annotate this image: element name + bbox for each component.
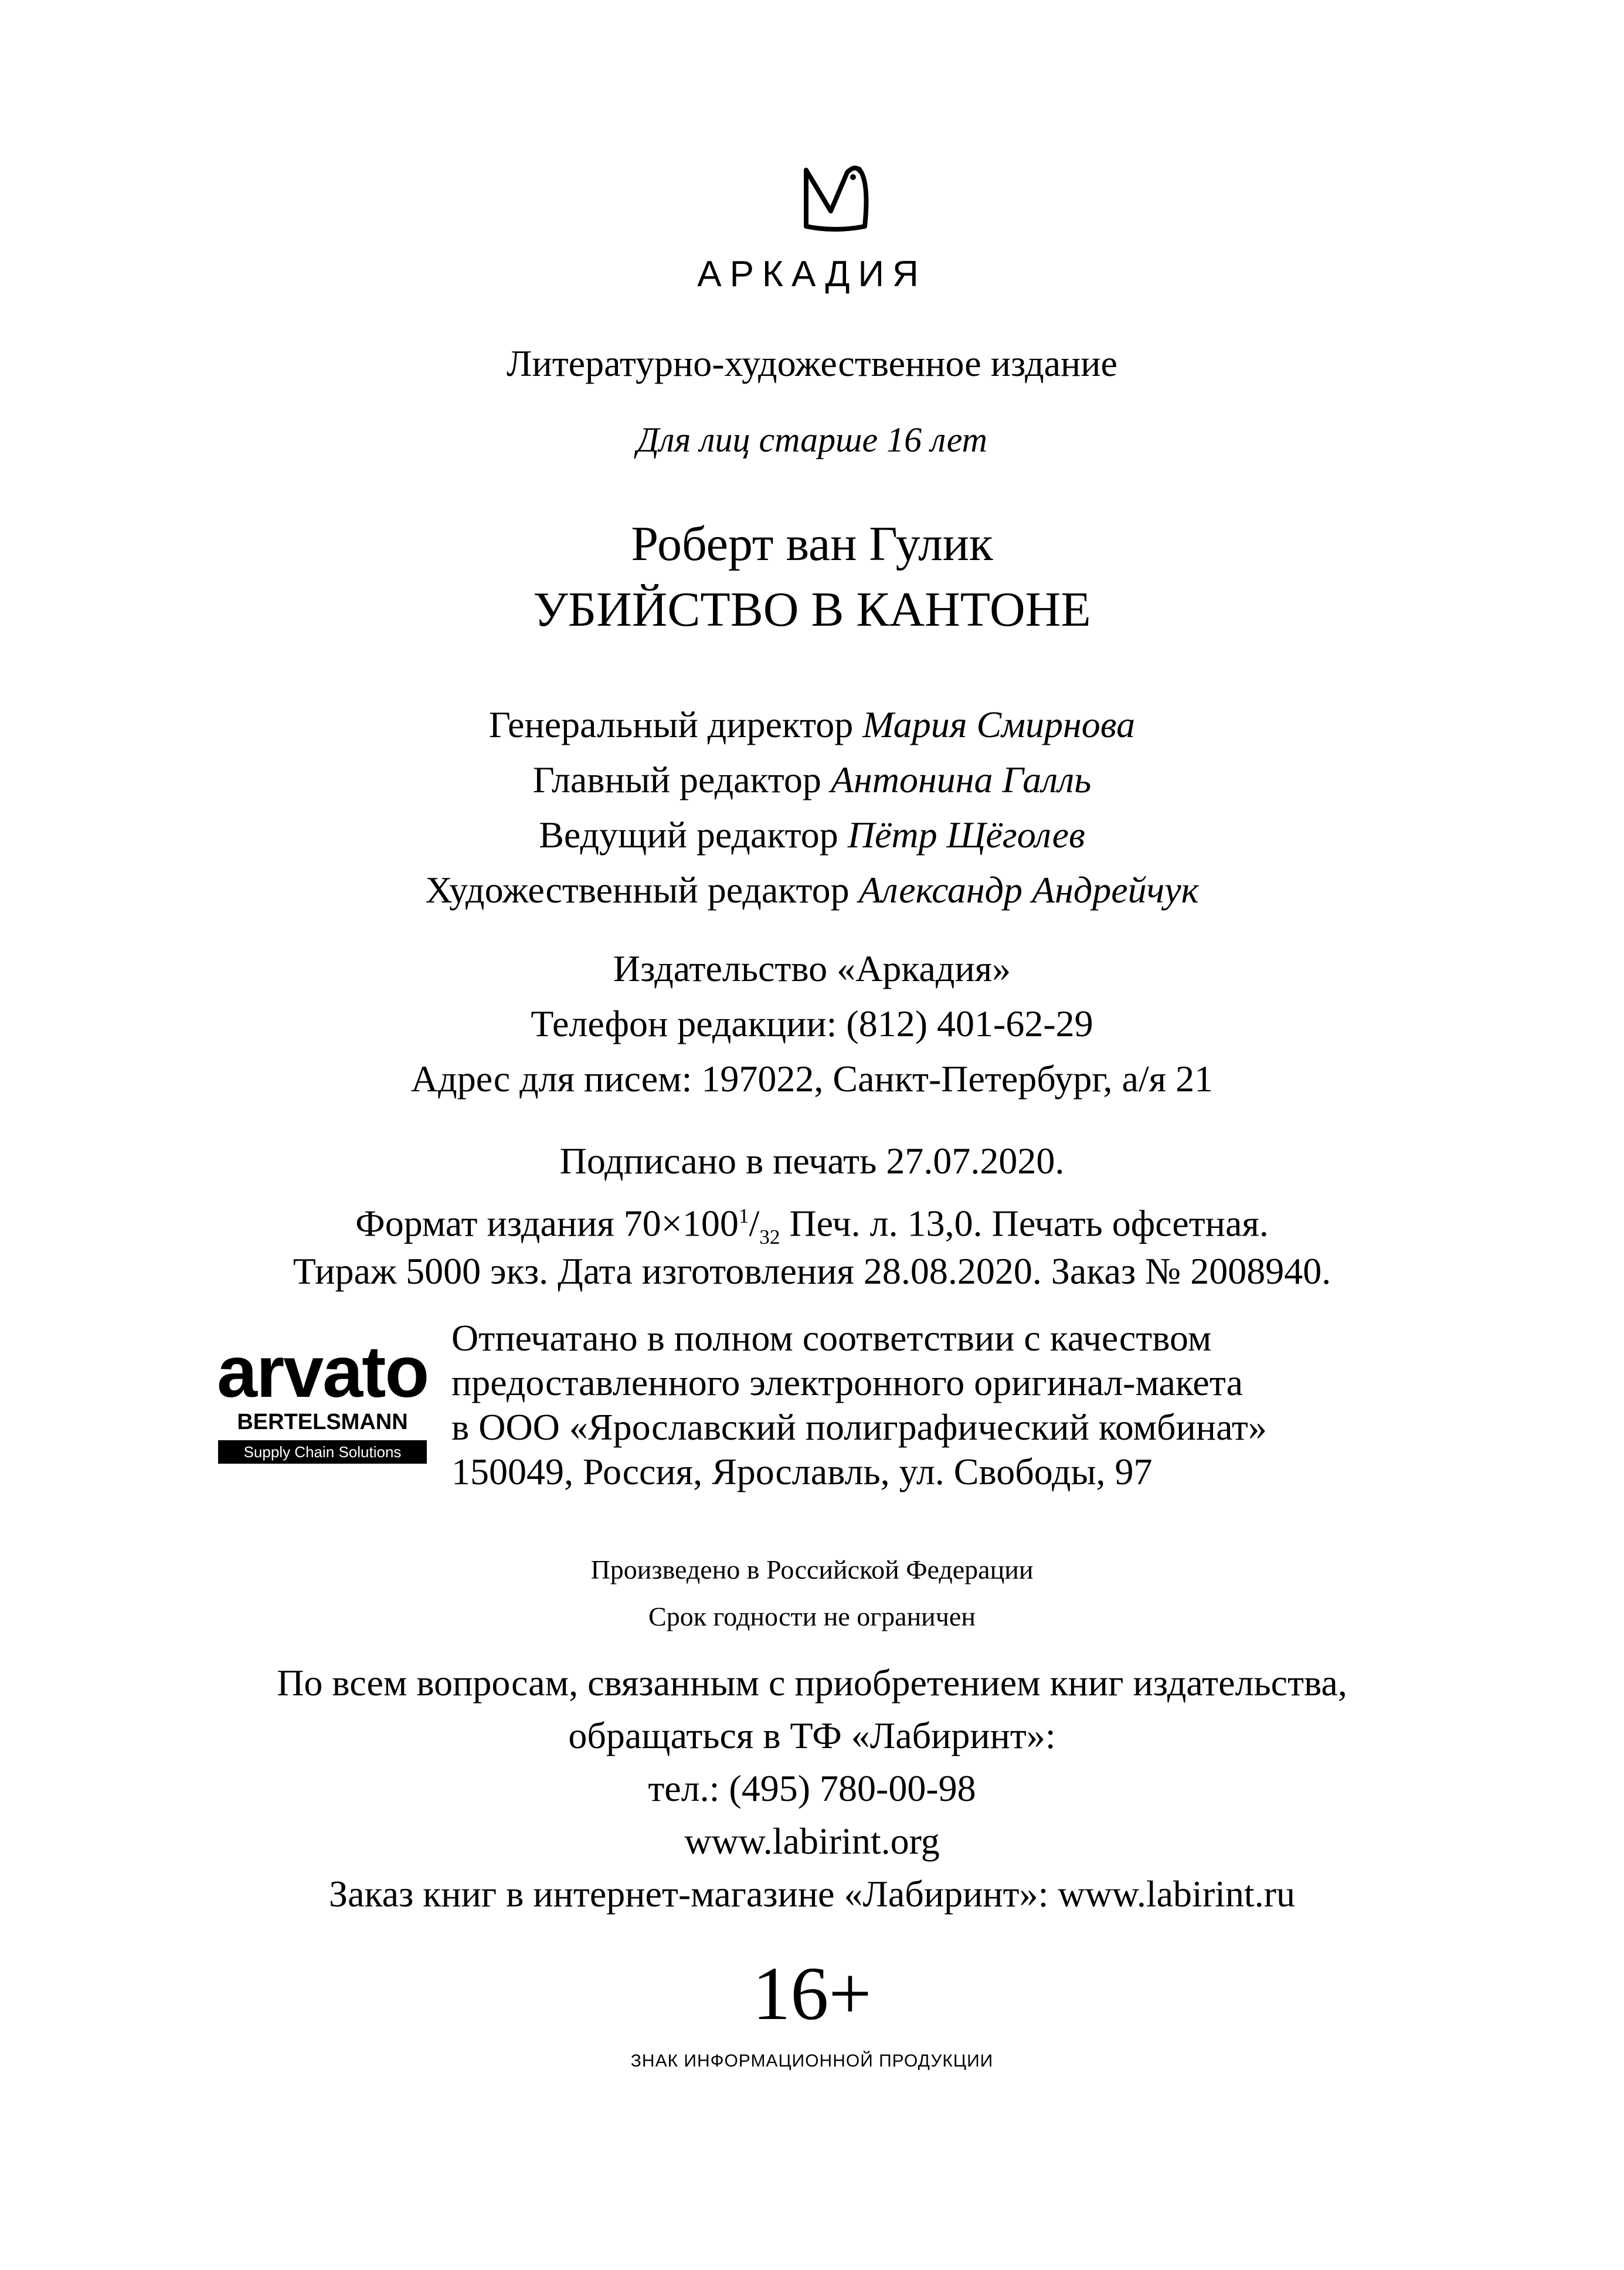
staff-line — [0, 867, 1624, 914]
mail-address: Адрес для писем: 197022, Санкт-Петербург, а/я 21 — [410, 1058, 1214, 1100]
distribution-line: По всем вопросам, связанным с приобретением книг издательства, — [277, 1662, 1347, 1704]
distribution-phone: тел.: (495) 780-00-98 — [648, 1767, 976, 1809]
printer-info — [451, 1316, 1267, 1494]
bertelsmann-text: BERTELSMANN — [237, 1410, 408, 1434]
print-run: Тираж 5000 экз. Дата изготовления 28.08.2020. Заказ № 2008940. — [293, 1250, 1331, 1292]
staff-name: Антонина Галль — [830, 759, 1092, 800]
age-note: Для лиц старше 16 лет — [637, 420, 987, 459]
arvato-word: arvato — [217, 1332, 429, 1413]
printer-line: Отпечатано в полном соответствии с качеством — [451, 1317, 1212, 1359]
book-title: УБИЙСТВО В КАНТОНЕ — [533, 582, 1091, 637]
staff-line — [0, 812, 1624, 859]
arvato-logo — [217, 1331, 428, 1466]
edition-type: Литературно-художественное издание — [507, 342, 1117, 384]
format-line: Формат издания $70\times 100^1/_{32}$ Печ. л. 13,0. Печать офсетная. — [355, 1202, 1269, 1249]
staff-line — [0, 756, 1624, 803]
publisher-brand: АРКАДИЯ — [697, 254, 927, 294]
made-in: Произведено в Российской Федерации — [590, 1555, 1034, 1584]
staff-name: Мария Смирнова — [862, 704, 1136, 745]
staff-role: Генеральный директор — [488, 704, 854, 745]
signed-date: Подписано в печать 27.07.2020. — [559, 1140, 1065, 1182]
arkadia-logo-icon — [794, 157, 876, 239]
printer-line: 150049, Россия, Ярославль, ул. Свободы, 97 — [451, 1451, 1153, 1492]
shelf-life: Срок годности не ограничен — [648, 1601, 976, 1631]
staff-name: Пётр Щёголев — [847, 814, 1085, 856]
distribution-site: www.labirint.org — [684, 1820, 940, 1862]
staff-line — [0, 701, 1624, 748]
age-rating-caption: ЗНАК ИНФОРМАЦИОННОЙ ПРОДУКЦИИ — [630, 2051, 994, 2071]
age-rating: 16+ — [752, 1952, 872, 2036]
publishing-house: Издательство «Аркадия» — [613, 948, 1011, 989]
staff-role: Главный редактор — [532, 759, 821, 800]
editorial-phone: Телефон редакции: (812) 401-62-29 — [531, 1003, 1093, 1044]
book-author: Роберт ван Гулик — [631, 517, 993, 571]
distribution-line: обращаться в ТФ «Лабиринт»: — [568, 1715, 1056, 1756]
printer-line: в ООО «Ярославский полиграфический комбинат» — [451, 1406, 1267, 1448]
staff-name: Александр Андрейчук — [858, 869, 1199, 911]
supply-chain-bar: Supply Chain Solutions — [218, 1440, 427, 1464]
shop-line: Заказ книг в интернет-магазине «Лабиринт»: www.labirint.ru — [329, 1873, 1295, 1915]
staff-role: Художественный редактор — [425, 869, 850, 911]
staff-role: Ведущий редактор — [539, 814, 838, 856]
printer-line: предоставленного электронного оригинал-макета — [451, 1362, 1243, 1403]
